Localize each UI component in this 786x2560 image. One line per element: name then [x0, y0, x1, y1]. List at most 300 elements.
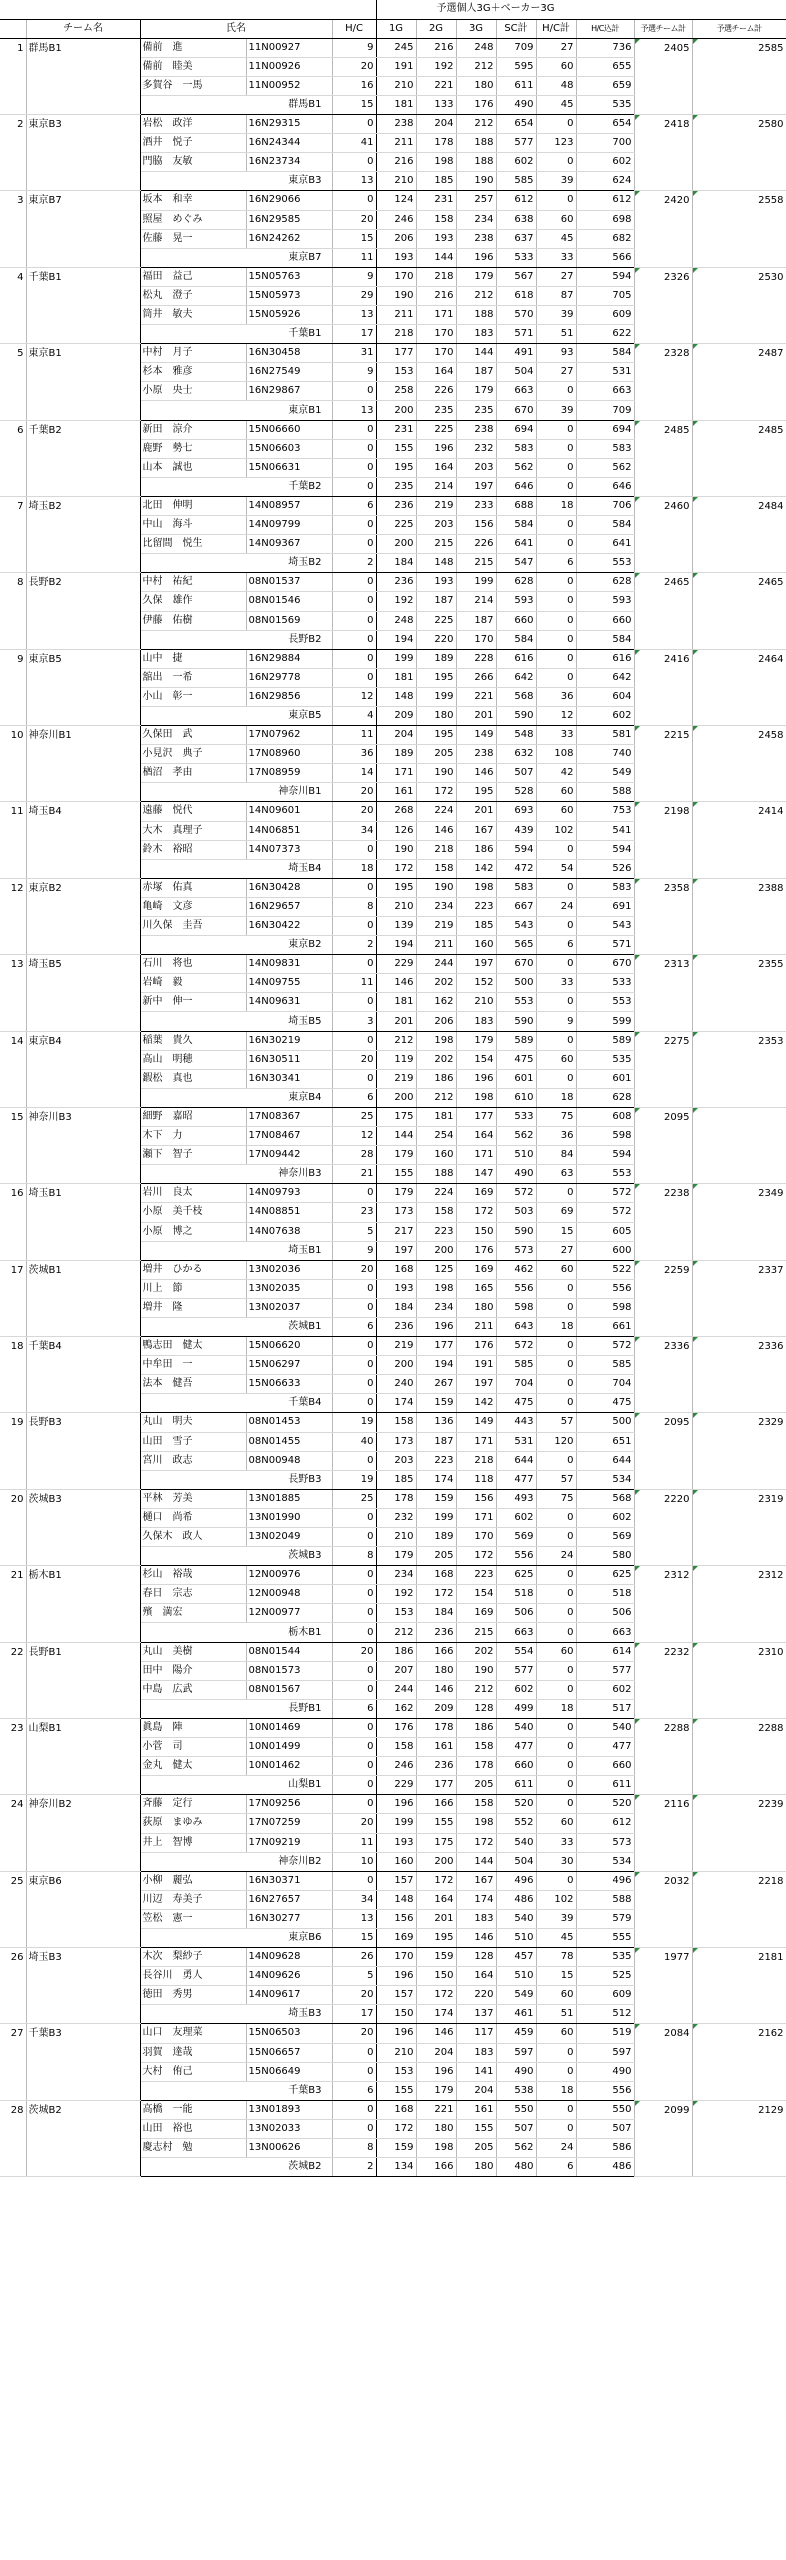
member-g1: 244 — [376, 1680, 416, 1699]
baker-total: 553 — [576, 1165, 634, 1184]
baker-g3: 147 — [456, 1165, 496, 1184]
member-name: 中島 広武 — [140, 1680, 246, 1699]
member-sc: 567 — [496, 267, 536, 286]
member-name: 山田 雪子 — [140, 1432, 246, 1451]
team-rank: 7 — [0, 496, 26, 572]
baker-total: 553 — [576, 554, 634, 573]
member-g1: 210 — [376, 2043, 416, 2062]
member-total: 522 — [576, 1260, 634, 1279]
member-hc: 0 — [332, 153, 376, 172]
member-hcsum: 18 — [536, 496, 576, 515]
member-g1: 232 — [376, 1508, 416, 1527]
member-id: 14N09793 — [246, 1184, 332, 1203]
member-hc: 8 — [332, 2139, 376, 2158]
baker-hc: 0 — [332, 1394, 376, 1413]
member-total: 597 — [576, 2043, 634, 2062]
member-name: 稲葉 貴久 — [140, 1031, 246, 1050]
baker-g1: 194 — [376, 630, 416, 649]
member-hcsum: 0 — [536, 649, 576, 668]
member-total: 602 — [576, 1508, 634, 1527]
team-total: 2405 — [634, 38, 692, 114]
member-g3: 179 — [456, 1031, 496, 1050]
baker-sc: 475 — [496, 1394, 536, 1413]
member-g1: 225 — [376, 516, 416, 535]
baker-label: 埼玉B1 — [140, 1241, 332, 1260]
baker-sc: 556 — [496, 1547, 536, 1566]
member-hc: 0 — [332, 1279, 376, 1298]
member-g1: 148 — [376, 1890, 416, 1909]
baker-total: 517 — [576, 1699, 634, 1718]
baker-g2: 211 — [416, 936, 456, 955]
member-total: 612 — [576, 191, 634, 210]
member-hc: 0 — [332, 2062, 376, 2081]
member-total: 553 — [576, 993, 634, 1012]
member-hc: 20 — [332, 802, 376, 821]
col-team-total2-header: 予選チーム計 — [692, 19, 786, 38]
member-sc: 644 — [496, 1451, 536, 1470]
baker-g1: 236 — [376, 1317, 416, 1336]
member-g3: 212 — [456, 115, 496, 134]
baker-total: 600 — [576, 1241, 634, 1260]
member-g2: 231 — [416, 191, 456, 210]
baker-g3: 196 — [456, 248, 496, 267]
team-rank: 12 — [0, 878, 26, 954]
baker-g1: 193 — [376, 248, 416, 267]
baker-total: 475 — [576, 1394, 634, 1413]
column-header-row — [0, 19, 786, 38]
member-total: 694 — [576, 420, 634, 439]
member-sc: 475 — [496, 1050, 536, 1069]
member-g3: 190 — [456, 1661, 496, 1680]
member-total: 583 — [576, 878, 634, 897]
member-name: 山田 裕也 — [140, 2119, 246, 2138]
member-row — [0, 1566, 786, 1585]
baker-hcsum: 39 — [536, 401, 576, 420]
member-id: 08N01573 — [246, 1661, 332, 1680]
member-total: 609 — [576, 306, 634, 325]
member-id: 16N30371 — [246, 1871, 332, 1890]
baker-hc: 6 — [332, 1317, 376, 1336]
member-id: 16N29867 — [246, 382, 332, 401]
member-hc: 28 — [332, 1146, 376, 1165]
member-name: 久保 雄作 — [140, 592, 246, 611]
baker-g1: 209 — [376, 706, 416, 725]
member-g2: 198 — [416, 153, 456, 172]
member-name: 川上 節 — [140, 1279, 246, 1298]
member-g3: 178 — [456, 1757, 496, 1776]
member-g2: 162 — [416, 993, 456, 1012]
baker-sc: 663 — [496, 1623, 536, 1642]
member-sc: 491 — [496, 344, 536, 363]
baker-g2: 209 — [416, 1699, 456, 1718]
member-id: 14N09628 — [246, 1948, 332, 1967]
member-g1: 173 — [376, 1203, 416, 1222]
member-hcsum: 15 — [536, 1222, 576, 1241]
baker-total: 646 — [576, 477, 634, 496]
member-g3: 174 — [456, 1890, 496, 1909]
member-hcsum: 0 — [536, 2043, 576, 2062]
member-id: 13N01885 — [246, 1489, 332, 1508]
member-g2: 198 — [416, 1031, 456, 1050]
member-hc: 0 — [332, 115, 376, 134]
team-total: 2232 — [634, 1642, 692, 1718]
baker-g1: 218 — [376, 325, 416, 344]
member-sc: 602 — [496, 153, 536, 172]
team-total-with-hc: 2329 — [692, 1413, 786, 1489]
member-total: 535 — [576, 1948, 634, 1967]
member-hcsum: 39 — [536, 1909, 576, 1928]
member-g3: 164 — [456, 1967, 496, 1986]
baker-g1: 179 — [376, 1547, 416, 1566]
member-g1: 158 — [376, 1413, 416, 1432]
member-hcsum: 0 — [536, 840, 576, 859]
member-g1: 146 — [376, 974, 416, 993]
member-hcsum: 0 — [536, 1356, 576, 1375]
baker-g3: 215 — [456, 554, 496, 573]
member-hc: 20 — [332, 1050, 376, 1069]
member-g3: 257 — [456, 191, 496, 210]
member-g1: 172 — [376, 2119, 416, 2138]
member-total: 584 — [576, 344, 634, 363]
baker-g1: 200 — [376, 401, 416, 420]
member-hcsum: 0 — [536, 955, 576, 974]
member-sc: 540 — [496, 1909, 536, 1928]
member-id: 16N29884 — [246, 649, 332, 668]
member-g1: 219 — [376, 1069, 416, 1088]
member-hc: 12 — [332, 1127, 376, 1146]
member-name: 石川 将也 — [140, 955, 246, 974]
member-row — [0, 267, 786, 286]
member-hcsum: 84 — [536, 1146, 576, 1165]
member-g2: 172 — [416, 1871, 456, 1890]
baker-hcsum: 39 — [536, 172, 576, 191]
member-hc: 0 — [332, 1508, 376, 1527]
member-sc: 625 — [496, 1566, 536, 1585]
member-g3: 150 — [456, 1222, 496, 1241]
member-total: 602 — [576, 153, 634, 172]
member-hc: 0 — [332, 573, 376, 592]
member-sc: 577 — [496, 1661, 536, 1680]
member-row — [0, 1718, 786, 1737]
member-hc: 0 — [332, 1871, 376, 1890]
member-g2: 161 — [416, 1738, 456, 1757]
member-g1: 193 — [376, 1279, 416, 1298]
baker-hcsum: 0 — [536, 630, 576, 649]
member-g1: 229 — [376, 955, 416, 974]
baker-g2: 195 — [416, 1928, 456, 1947]
baker-total: 622 — [576, 325, 634, 344]
member-sc: 704 — [496, 1375, 536, 1394]
member-g2: 204 — [416, 2043, 456, 2062]
member-id: 10N01499 — [246, 1738, 332, 1757]
baker-label: 神奈川B2 — [140, 1852, 332, 1871]
member-hcsum: 0 — [536, 1279, 576, 1298]
member-sc: 577 — [496, 134, 536, 153]
baker-g2: 133 — [416, 95, 456, 114]
team-name: 茨城B1 — [26, 1260, 140, 1336]
team-name: 埼玉B2 — [26, 496, 140, 572]
baker-g1: 235 — [376, 477, 416, 496]
baker-sc: 504 — [496, 1852, 536, 1871]
member-row — [0, 802, 786, 821]
member-g2: 180 — [416, 2119, 456, 2138]
team-total-with-hc: 2181 — [692, 1948, 786, 2024]
member-total: 655 — [576, 57, 634, 76]
team-total: 2084 — [634, 2024, 692, 2100]
member-name: 比留間 悦生 — [140, 535, 246, 554]
member-name: 伊藤 佑樹 — [140, 611, 246, 630]
member-g2: 146 — [416, 1680, 456, 1699]
member-g3: 223 — [456, 1566, 496, 1585]
member-total: 625 — [576, 1566, 634, 1585]
member-hc: 5 — [332, 1222, 376, 1241]
member-hcsum: 0 — [536, 2100, 576, 2119]
team-name: 千葉B4 — [26, 1337, 140, 1413]
team-rank: 26 — [0, 1948, 26, 2024]
member-g3: 210 — [456, 993, 496, 1012]
member-hc: 0 — [332, 516, 376, 535]
baker-label: 東京B5 — [140, 706, 332, 725]
member-total: 691 — [576, 897, 634, 916]
member-g1: 148 — [376, 687, 416, 706]
member-g2: 196 — [416, 2062, 456, 2081]
member-name: 高山 明穂 — [140, 1050, 246, 1069]
member-g1: 200 — [376, 535, 416, 554]
member-id: 08N01453 — [246, 1413, 332, 1432]
member-total: 573 — [576, 1833, 634, 1852]
team-name: 東京B2 — [26, 878, 140, 954]
member-sc: 632 — [496, 745, 536, 764]
member-name: 眞島 陣 — [140, 1718, 246, 1737]
member-row — [0, 1413, 786, 1432]
team-total-with-hc: 2585 — [692, 38, 786, 114]
team-name: 東京B7 — [26, 191, 140, 267]
member-total: 706 — [576, 496, 634, 515]
team-rank: 8 — [0, 573, 26, 649]
member-sc: 477 — [496, 1738, 536, 1757]
member-g1: 193 — [376, 1833, 416, 1852]
team-total: 2259 — [634, 1260, 692, 1336]
member-id: 14N09799 — [246, 516, 332, 535]
baker-hcsum: 12 — [536, 706, 576, 725]
team-name: 栃木B1 — [26, 1566, 140, 1642]
member-total: 616 — [576, 649, 634, 668]
member-total: 642 — [576, 668, 634, 687]
member-total: 682 — [576, 229, 634, 248]
member-name: 長谷川 勇人 — [140, 1967, 246, 1986]
group-header-row — [0, 0, 786, 19]
team-rank: 18 — [0, 1337, 26, 1413]
member-id: 17N09256 — [246, 1795, 332, 1814]
member-g2: 205 — [416, 745, 456, 764]
baker-g1: 181 — [376, 95, 416, 114]
member-hcsum: 33 — [536, 1833, 576, 1852]
baker-g3: 137 — [456, 2005, 496, 2024]
baker-hc: 20 — [332, 783, 376, 802]
member-total: 598 — [576, 1127, 634, 1146]
member-name: 山口 友理菜 — [140, 2024, 246, 2043]
baker-hcsum: 18 — [536, 2081, 576, 2100]
team-rank: 6 — [0, 420, 26, 496]
member-g2: 150 — [416, 1967, 456, 1986]
member-g2: 198 — [416, 2139, 456, 2158]
baker-g2: 174 — [416, 1470, 456, 1489]
member-hcsum: 0 — [536, 1680, 576, 1699]
member-row — [0, 38, 786, 57]
member-sc: 709 — [496, 38, 536, 57]
member-g2: 164 — [416, 1890, 456, 1909]
member-row — [0, 1107, 786, 1126]
team-name: 東京B3 — [26, 115, 140, 191]
member-sc: 589 — [496, 1031, 536, 1050]
member-g1: 184 — [376, 1298, 416, 1317]
baker-hc: 0 — [332, 1623, 376, 1642]
member-hcsum: 33 — [536, 726, 576, 745]
member-sc: 688 — [496, 496, 536, 515]
baker-total: 534 — [576, 1470, 634, 1489]
member-g3: 233 — [456, 496, 496, 515]
baker-g3: 198 — [456, 1088, 496, 1107]
member-name: 高橋 一能 — [140, 2100, 246, 2119]
member-hcsum: 39 — [536, 306, 576, 325]
member-sc: 486 — [496, 1890, 536, 1909]
member-total: 507 — [576, 2119, 634, 2138]
member-id: 08N00948 — [246, 1451, 332, 1470]
member-hc: 20 — [332, 2024, 376, 2043]
member-hc: 0 — [332, 1184, 376, 1203]
member-sc: 641 — [496, 535, 536, 554]
member-id: 12N00977 — [246, 1604, 332, 1623]
member-sc: 443 — [496, 1413, 536, 1432]
member-g2: 192 — [416, 57, 456, 76]
member-g2: 193 — [416, 229, 456, 248]
member-g2: 218 — [416, 840, 456, 859]
baker-g1: 194 — [376, 936, 416, 955]
baker-total: 535 — [576, 95, 634, 114]
member-hcsum: 60 — [536, 2024, 576, 2043]
team-total-with-hc: 2288 — [692, 1718, 786, 1794]
baker-g1: 174 — [376, 1394, 416, 1413]
baker-hc: 13 — [332, 172, 376, 191]
member-name: 鍜松 真也 — [140, 1069, 246, 1088]
member-g2: 202 — [416, 974, 456, 993]
member-g2: 254 — [416, 1127, 456, 1146]
member-hcsum: 0 — [536, 611, 576, 630]
baker-g2: 206 — [416, 1012, 456, 1031]
team-name: 群馬B1 — [26, 38, 140, 114]
member-name: 照屋 めぐみ — [140, 210, 246, 229]
baker-g2: 144 — [416, 248, 456, 267]
member-g1: 206 — [376, 229, 416, 248]
member-g2: 178 — [416, 1718, 456, 1737]
member-g3: 172 — [456, 1203, 496, 1222]
member-g1: 158 — [376, 1738, 416, 1757]
baker-hc: 6 — [332, 2081, 376, 2100]
baker-sc: 480 — [496, 2158, 536, 2177]
member-g1: 248 — [376, 611, 416, 630]
baker-total: 588 — [576, 783, 634, 802]
member-hcsum: 24 — [536, 897, 576, 916]
baker-label: 千葉B1 — [140, 325, 332, 344]
member-name: 久保木 政人 — [140, 1528, 246, 1547]
member-hcsum: 0 — [536, 1528, 576, 1547]
member-hc: 29 — [332, 286, 376, 305]
member-id: 16N29585 — [246, 210, 332, 229]
member-id: 16N24262 — [246, 229, 332, 248]
member-name: 坂本 和幸 — [140, 191, 246, 210]
team-total-with-hc: 2487 — [692, 344, 786, 420]
baker-g2: 185 — [416, 172, 456, 191]
member-g1: 179 — [376, 1184, 416, 1203]
member-hc: 0 — [332, 592, 376, 611]
member-name: 羽賀 達哉 — [140, 2043, 246, 2062]
member-id: 14N09626 — [246, 1967, 332, 1986]
member-row — [0, 955, 786, 974]
member-sc: 612 — [496, 191, 536, 210]
member-g2: 168 — [416, 1566, 456, 1585]
member-sc: 590 — [496, 1222, 536, 1241]
team-rank: 23 — [0, 1718, 26, 1794]
baker-label: 茨城B3 — [140, 1547, 332, 1566]
member-name: 岩松 政洋 — [140, 115, 246, 134]
member-name: 赤塚 佑真 — [140, 878, 246, 897]
member-g2: 164 — [416, 363, 456, 382]
member-g2: 218 — [416, 267, 456, 286]
baker-g3: 142 — [456, 859, 496, 878]
member-id: 08N01567 — [246, 1680, 332, 1699]
member-id: 14N09755 — [246, 974, 332, 993]
member-sc: 595 — [496, 57, 536, 76]
baker-g2: 235 — [416, 401, 456, 420]
member-id: 15N06603 — [246, 439, 332, 458]
baker-g3: 201 — [456, 706, 496, 725]
team-total-with-hc: 2353 — [692, 1031, 786, 1107]
member-sc: 493 — [496, 1489, 536, 1508]
member-id: 11N00952 — [246, 76, 332, 95]
baker-hc: 17 — [332, 2005, 376, 2024]
member-g2: 204 — [416, 115, 456, 134]
member-g1: 200 — [376, 1356, 416, 1375]
member-id: 16N27657 — [246, 1890, 332, 1909]
baker-hc: 6 — [332, 1088, 376, 1107]
member-g2: 136 — [416, 1413, 456, 1432]
member-g1: 170 — [376, 1948, 416, 1967]
member-total: 651 — [576, 1432, 634, 1451]
member-g1: 119 — [376, 1050, 416, 1069]
member-name: 瀬下 智子 — [140, 1146, 246, 1165]
member-g3: 169 — [456, 1184, 496, 1203]
team-total-with-hc: 2558 — [692, 191, 786, 267]
member-id: 16N23734 — [246, 153, 332, 172]
member-g3: 158 — [456, 1795, 496, 1814]
member-sc: 507 — [496, 2119, 536, 2138]
member-g3: 179 — [456, 382, 496, 401]
member-sc: 543 — [496, 917, 536, 936]
member-g2: 189 — [416, 649, 456, 668]
member-sc: 637 — [496, 229, 536, 248]
member-hc: 0 — [332, 1604, 376, 1623]
member-total: 589 — [576, 1031, 634, 1050]
baker-label: 埼玉B4 — [140, 859, 332, 878]
member-total: 572 — [576, 1203, 634, 1222]
member-g2: 203 — [416, 516, 456, 535]
baker-label: 千葉B2 — [140, 477, 332, 496]
member-name: 岩川 良太 — [140, 1184, 246, 1203]
member-total: 598 — [576, 1298, 634, 1317]
member-g3: 165 — [456, 1279, 496, 1298]
member-sc: 562 — [496, 458, 536, 477]
member-g3: 152 — [456, 974, 496, 993]
